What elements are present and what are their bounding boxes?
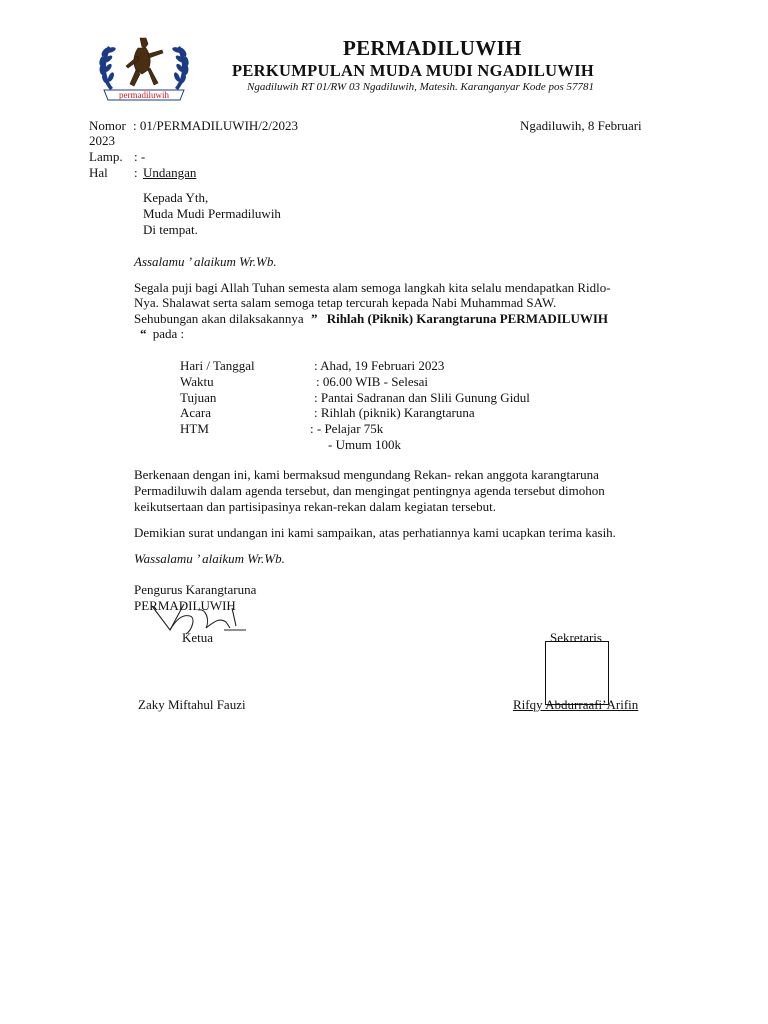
organization-address: Ngadiluwih RT 01/RW 03 Ngadiluwih, Matesih. Karanganyar Kode pos 57781 <box>247 81 595 93</box>
closing-line-3: keikutsertaan dan partisipasinya rekan-rekan dalam kegiatan tersebut. <box>134 499 497 514</box>
chairman-role: Ketua <box>182 630 214 645</box>
greeting: Assalamu ’ alaikum Wr.Wb. <box>134 254 277 269</box>
detail-label-htm: HTM <box>180 421 209 436</box>
wayang-wreath-logo-icon <box>96 30 192 106</box>
nomor-label: Nomor <box>89 118 126 133</box>
organization-full-name: PERKUMPULAN MUDA MUDI NGADILUWIH <box>232 61 595 80</box>
body-line-2: Nya. Shalawat serta salam semoga tetap tercurah kepada Nabi Muhammad SAW. <box>134 295 557 310</box>
body-line-4-rest: pada : <box>152 326 185 341</box>
detail-value-htm-extra: - Umum 100k <box>328 437 401 452</box>
closing-line-1: Berkenaan dengan ini, kami bermaksud mengundang Rekan- rekan anggota karangtaruna <box>134 467 599 482</box>
recipient-line-1: Kepada Yth, <box>143 190 209 205</box>
place-date: Ngadiluwih, 8 Februari <box>520 118 642 133</box>
hal-value: Undangan <box>143 165 197 180</box>
detail-value-event: : Rihlah (piknik) Karangtaruna <box>314 405 475 420</box>
body-line-4 <box>140 326 184 342</box>
detail-label-time: Waktu <box>180 374 214 389</box>
open-quote: ” <box>310 311 318 326</box>
recipient-line-2: Muda Mudi Permadiluwih <box>143 206 281 221</box>
body-line-3 <box>134 311 608 327</box>
signature-org-line-2: PERMADILUWIH <box>134 598 236 613</box>
body-line-3-prefix: Sehubungan akan dilaksakannya <box>134 311 304 326</box>
organization-name: PERMADILUWIH <box>343 36 522 60</box>
recipient-line-3: Di tempat. <box>143 222 198 237</box>
detail-label-destination: Tujuan <box>180 390 217 405</box>
lamp-value: : - <box>134 149 146 164</box>
secretary-signature-box <box>545 641 609 705</box>
hal-label: Hal <box>89 165 108 180</box>
organization-logo <box>96 30 192 106</box>
logo-text: permadiluwih <box>119 90 169 100</box>
lamp-label: Lamp. <box>89 149 123 164</box>
date-year: 2023 <box>89 133 115 148</box>
secretary-role: Sekretaris <box>550 630 602 645</box>
detail-value-htm: : - Pelajar 75k <box>310 421 384 436</box>
detail-value-time: : 06.00 WIB - Selesai <box>316 374 429 389</box>
farewell: Wassalamu ’ alaikum Wr.Wb. <box>134 551 285 566</box>
detail-value-destination: : Pantai Sadranan dan Slili Gunung Gidul <box>314 390 530 405</box>
secretary-name: Rifqy Abdurraafi’Arifin <box>513 697 639 712</box>
detail-value-date: : Ahad, 19 Februari 2023 <box>314 358 445 373</box>
close-quote: “ <box>140 326 147 341</box>
closing-thanks: Demikian surat undangan ini kami sampaikan, atas perhatiannya kami ucapkan terima kasih. <box>134 525 616 540</box>
signature-org-line-1: Pengurus Karangtaruna <box>134 582 257 597</box>
nomor-value: : 01/PERMADILUWIH/2/2023 <box>133 118 299 133</box>
detail-label-date: Hari / Tanggal <box>180 358 255 373</box>
chairman-name: Zaky Miftahul Fauzi <box>138 697 246 712</box>
hal-colon: : <box>134 165 138 180</box>
detail-label-event: Acara <box>180 405 212 420</box>
body-line-1: Segala puji bagi Allah Tuhan semesta alam semoga langkah kita selalu mendapatkan Ridlo- <box>134 280 611 295</box>
event-name: Rihlah (Piknik) Karangtaruna PERMADILUWIH <box>326 311 609 326</box>
closing-line-2: Permadiluwih dalam agenda tersebut, dan mengingat pentingnya agenda tersebut dimohon <box>134 483 605 498</box>
